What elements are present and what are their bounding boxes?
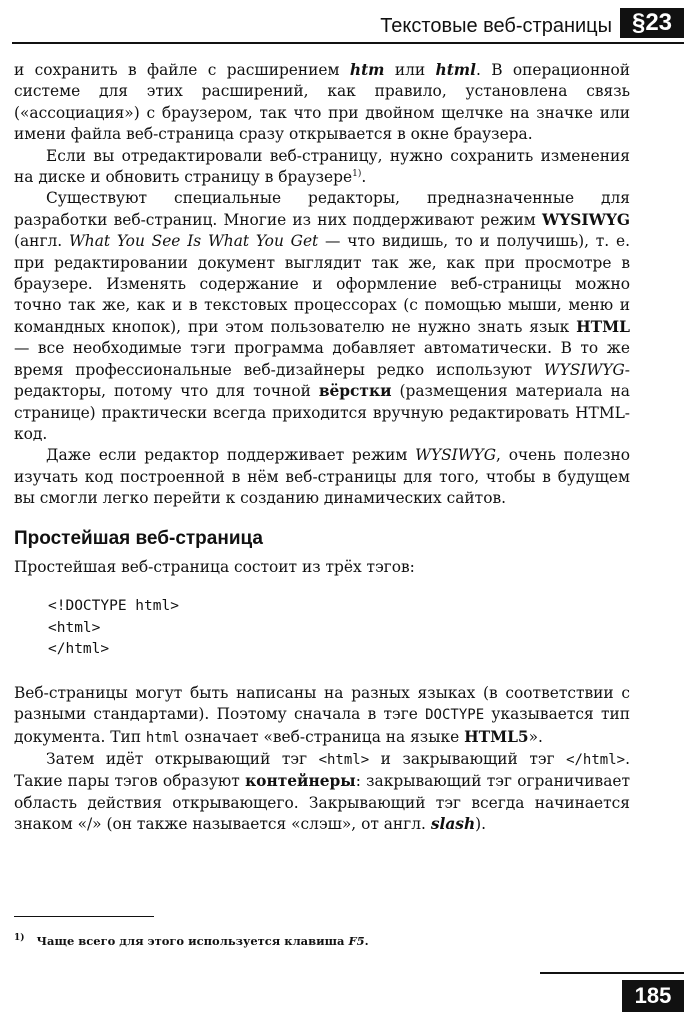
- paragraph: [14, 188, 630, 445]
- text-run: — все необходимые тэги программа добавляет автоматически. В то же время профессиональные веб-дизайнеры редко используют: [14, 339, 630, 379]
- term-html: HTML: [576, 317, 630, 336]
- text-run: , очень полезно изучать код построенной в нём веб-страницы для того, чтобы в будущем вы смогли легко перейти к созданию динамических сайтов.: [14, 446, 630, 508]
- text-run: ».: [528, 727, 543, 746]
- term-html5: HTML5: [464, 727, 529, 746]
- extension-html: html: [435, 61, 476, 79]
- paragraph: [14, 146, 630, 189]
- text-run: -редакторы, потому что для точной: [14, 360, 630, 401]
- text-run: Даже если редактор поддерживает режим: [46, 446, 416, 465]
- paragraph: [14, 445, 630, 509]
- code-doctype: DOCTYPE: [425, 707, 485, 724]
- code-html: html: [145, 729, 180, 746]
- text-run: и закрывающий тэг: [369, 750, 567, 769]
- paragraph: [14, 683, 630, 749]
- footnote-text: .: [364, 934, 369, 948]
- footnote-key: F5: [348, 934, 365, 948]
- running-header: [12, 6, 684, 44]
- section-badge: §23: [620, 8, 684, 38]
- english-phrase: What You See Is What You Get: [68, 232, 319, 251]
- code-open-tag: <html>: [318, 752, 370, 769]
- footnote-divider: [14, 916, 154, 917]
- paragraph: [14, 749, 630, 836]
- code-line: <!DOCTYPE html>: [48, 598, 179, 615]
- header-title: Текстовые веб-страницы: [380, 15, 612, 37]
- text-run: .: [361, 168, 367, 187]
- term-wysiwyg-italic: WYSIWYG: [415, 446, 497, 465]
- footnote: [14, 934, 630, 948]
- code-line: </html>: [48, 641, 110, 658]
- term-wysiwyg: WYSIWYG: [541, 210, 630, 229]
- text-run: — что видишь, то и получишь), т. е. при редактировании документ выглядит так же, как при просмотре в браузере. Изменять содержание и оформление веб-страницы можно точно так же, как и в текстовых процессорах (с помощью мыши, меню и командных кнопок), при этом пользователю не нужно знать язык: [14, 232, 630, 336]
- text-run: или: [384, 61, 436, 79]
- code-close-tag: </html>: [566, 752, 626, 769]
- extension-htm: htm: [349, 61, 385, 79]
- text-run: . В операционной системе для этих расширений, как правило, установлена связь («ассоциация») с браузером, так что при двойном щелчке на значке или имени файла веб-страница сразу открывается в окне браузера.: [14, 61, 630, 144]
- section-heading: Простейшая веб-страница: [14, 527, 263, 549]
- footnote-text: Чаще всего для этого используется клавиша: [36, 934, 349, 948]
- footnote-mark: 1): [14, 933, 25, 944]
- term-containers: контейнеры: [245, 772, 356, 791]
- text-run: : закрывающий тэг ограничивает область действия открывающего. Закрывающий тэг всегда начинается знаком «/» (он также называется «слэш», от англ.: [14, 772, 630, 834]
- footnote-ref: 1): [352, 168, 362, 179]
- text-run: указывается тип документа. Тип: [14, 705, 630, 746]
- text-run: Веб-страницы могут быть написаны на разных языках (в соответствии с разными стандартами). Поэтому сначала в тэге: [14, 683, 630, 724]
- text-run: Если вы отредактировали веб-страницу, нужно сохранить изменения на диске и обновить страницу в браузере: [14, 146, 630, 187]
- term-verstka: вёрстки: [318, 382, 392, 401]
- text-run: Существуют специальные редакторы, предназначенные для разработки веб-страниц. Многие из них поддерживают режим: [14, 189, 630, 229]
- term-wysiwyg-italic: WYSIWYG: [543, 360, 625, 379]
- text-run: ).: [475, 815, 487, 834]
- code-line: <html>: [48, 619, 101, 636]
- text-run: . Такие пары тэгов образуют: [14, 750, 630, 791]
- text-run: (размещения материала на странице) практически всегда приходится вручную редактировать HTML-код.: [14, 382, 630, 443]
- page-body: [14, 60, 630, 836]
- code-block: [48, 596, 630, 661]
- paragraph: Простейшая веб-страница состоит из трёх тэгов:: [14, 557, 415, 576]
- page-number: 185: [622, 980, 684, 1012]
- term-slash: slash: [430, 815, 476, 834]
- text-run: Затем идёт открывающий тэг: [46, 750, 319, 769]
- text-run: означает «веб-страница на языке: [179, 727, 465, 746]
- text-run: и сохранить в файле с расширением: [14, 61, 350, 79]
- text-run: (англ.: [14, 232, 69, 251]
- paragraph: [14, 60, 630, 146]
- footer-divider: [540, 972, 684, 974]
